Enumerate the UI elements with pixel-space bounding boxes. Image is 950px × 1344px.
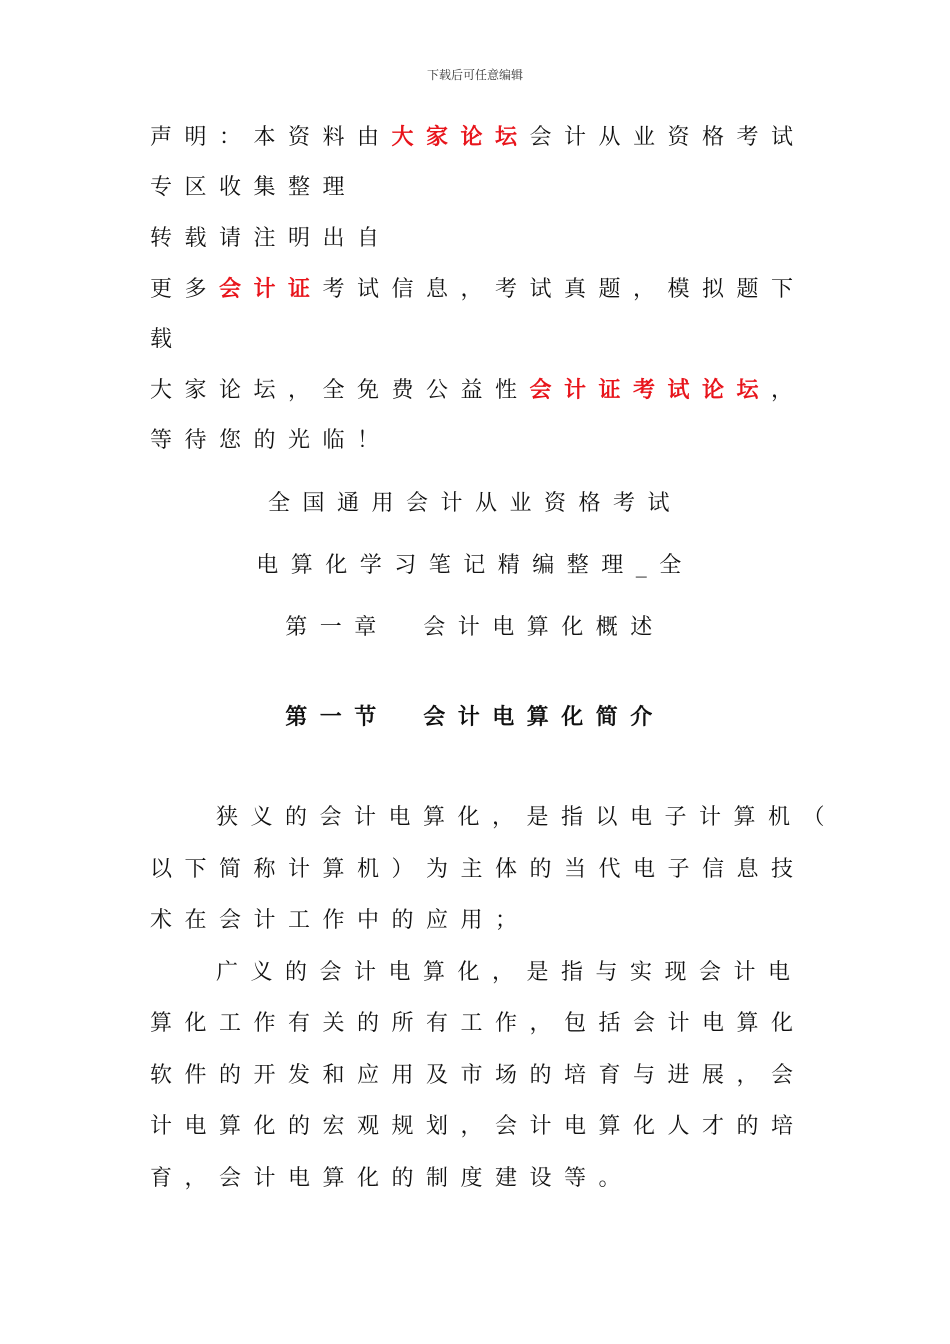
chapter-title: 第一章 会计电算化概述 [285,615,665,640]
notice-line-4 [150,274,810,305]
notice-line-7: 等待您的光临！ [150,428,392,453]
body-line: 广义的会计电算化，是指与实现会计电 [216,960,803,985]
notice-text: 会计从业资格考试 [529,125,806,150]
notice-highlight: 大家论坛 [391,124,530,150]
document-title: 全国通用会计从业资格考试 [267,491,682,516]
notice-text: 更多 [150,277,220,302]
notice-line-3: 转载请注明出自 [150,226,392,251]
body-line: 育，会计电算化的制度建设等。 [150,1166,634,1191]
document-subtitle: 电算化学习笔记精编整理_全 [256,553,694,578]
notice-line-6 [150,375,810,406]
body-line: 计电算化的宏观规划，会计电算化人才的培 [150,1114,806,1139]
body-line: 狭义的会计电算化，是指以电子计算机（ [216,805,838,830]
notice-highlight: 会计证 [219,276,323,302]
page-header: 下载后可任意编辑 [426,68,523,82]
notice-text: 声明：本资料由 [150,125,392,150]
body-line: 软件的开发和应用及市场的培育与进展，会 [150,1063,806,1088]
notice-text: ， [771,378,806,403]
body-line: 以下简称计算机）为主体的当代电子信息技 [150,857,806,882]
notice-text: 考试信息，考试真题，模拟题下 [322,277,806,302]
body-line: 算化工作有关的所有工作，包括会计电算化 [150,1011,806,1036]
notice-text: 大家论坛，全免费公益性 [150,378,530,403]
notice-line-2: 专区收集整理 [150,175,358,200]
notice-highlight: 会计证考试论坛 [529,377,772,403]
notice-line-5: 载 [150,327,185,352]
body-line: 术在会计工作中的应用； [150,908,530,933]
notice-line-1 [150,122,810,153]
section-title: 第一节 会计电算化简介 [285,704,665,730]
